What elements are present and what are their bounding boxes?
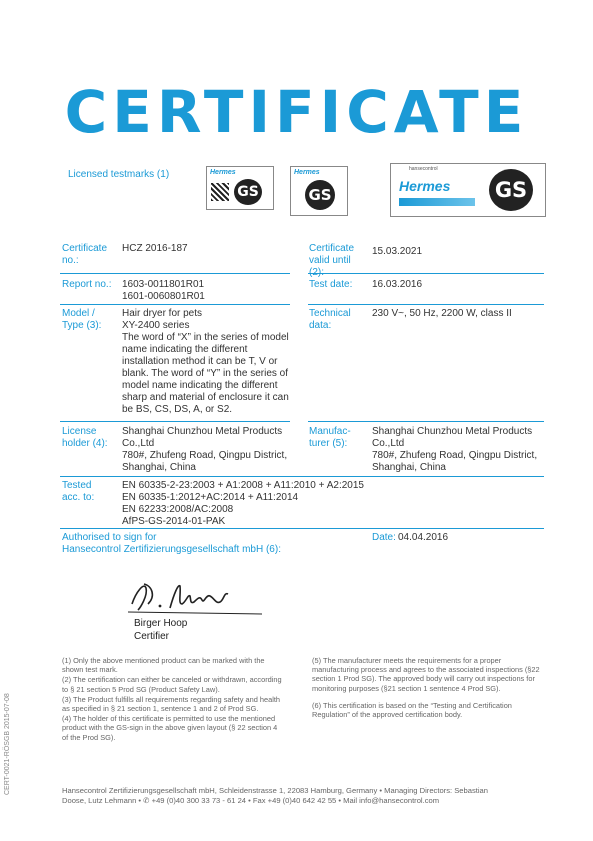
manufacturer-line: Shanghai Chunzhou Metal Products (372, 426, 533, 437)
gs-logo-icon: GS (489, 169, 533, 211)
gs-mark-medium (290, 166, 348, 216)
tested-label: Tested acc. to: (62, 480, 95, 503)
model-line: name indicating the different (122, 344, 248, 355)
note-item: (2) The certification can either be canceled or withdrawn, according to § 21 section 5 Prod SG (Product Safety Law). (62, 675, 282, 694)
qr-code-icon (211, 183, 229, 201)
model-line: The word of “X” in the series of model (122, 332, 289, 343)
divider (60, 476, 544, 477)
model-line: Hair dryer for pets (122, 308, 203, 319)
model-label: Model / Type (3): (62, 308, 102, 331)
test-date-label: Test date: (309, 279, 353, 290)
footer (62, 786, 552, 806)
gs-logo-icon: GS (234, 179, 262, 205)
footer-line: Doose, Lutz Lehmann • ✆ +49 (0)40 300 33 73 - 61 24 • Fax +49 (0)40 642 42 55 • Mail info@hansecontrol.com (62, 796, 440, 805)
cert-no-label: Certificate no.: (62, 243, 108, 266)
model-line: sharp and material of enclosure it can (122, 392, 289, 403)
gs-mark-small (206, 166, 274, 210)
date-label: Date: (372, 532, 396, 543)
technical-data-label: Technical data: (309, 308, 351, 331)
signer-role: Certifier (134, 631, 170, 642)
license-holder-label: License holder (4): (62, 426, 108, 449)
holder-line: Shanghai Chunzhou Metal Products (122, 426, 283, 437)
footer-line: Hansecontrol Zertifizierungsgesellschaft mbH, Schleidenstrasse 1, 22083 Hamburg, Germany • Managing Directors: Sebastian (62, 786, 489, 795)
holder-line: 780#, Zhufeng Road, Qingpu District, (122, 450, 288, 461)
model-description (122, 308, 302, 416)
standard-line: EN 62233:2008/AC:2008 (122, 504, 234, 515)
hermes-logo: Hermes (210, 169, 236, 176)
valid-until-label: Certificate valid until (309, 243, 355, 266)
hermes-logo: Hermes (399, 178, 451, 194)
date-value: 04.04.2016 (398, 532, 449, 543)
signature (124, 574, 264, 620)
note-item: (3) The Product fulfills all requirements regarding safety and health as specified in § 21 section 1, sentence 1 and 2 of Prod SG. (62, 694, 281, 714)
report-no-value: 1601-0060801R01 (122, 291, 205, 302)
manufacturer-line: Co.,Ltd (372, 438, 405, 449)
note-item: (6) This certification is based on the “Testing and Certification Regulation” of the approved certification body. (312, 700, 512, 720)
gs-logo-icon: GS (305, 180, 335, 210)
note-item: (4) The holder of this certificate is permitted to use the mentioned product with the GS-sign in the above given layout (§ 22 section 4 of the Prod SG). (62, 714, 278, 742)
divider (308, 304, 544, 305)
testmarks-label: Licensed testmarks (1) (68, 169, 170, 180)
model-line: installation method it can be T, V or (122, 356, 278, 367)
divider (60, 273, 290, 274)
gs-mark-large (390, 163, 546, 217)
model-line: be BS, CS, DS, A, or S2. (122, 404, 233, 415)
manufacturer-line: Shanghai, China (372, 462, 446, 473)
manufacturer-label: Manufac- turer (5): (309, 426, 351, 449)
model-line: XY-2400 series (122, 320, 190, 331)
technical-data-value: 230 V~, 50 Hz, 2200 W, class II (372, 308, 512, 319)
notes-left (62, 656, 284, 742)
manufacturer-line: 780#, Zhufeng Road, Qingpu District, (372, 450, 538, 461)
manufacturer-value (372, 426, 552, 474)
notes-right (312, 656, 544, 719)
model-line: blank. The word of “Y” in the series of (122, 368, 289, 379)
standard-line: EN 60335-1:2012+AC:2014 + A11:2014 (122, 492, 299, 503)
hermes-logo: Hermes (294, 169, 320, 176)
divider (308, 421, 544, 422)
standard-line: EN 60335-2-23:2003 + A1:2008 + A11:2010 + A2:2015 (122, 480, 364, 491)
divider (60, 421, 290, 422)
signer-name: Birger Hoop (134, 618, 188, 629)
standard-line: AfPS-GS-2014-01-PAK (122, 516, 226, 527)
divider (60, 304, 290, 305)
divider (60, 528, 544, 529)
note-item: (5) The manufacturer meets the requirements for a proper manufacturing process and agrees to the associated inspections (§22 section 1 Prod SG). The approved body will carry out inspections for monitoring purposes (§21 section 1 sentence 4 Prod SG). (312, 656, 540, 693)
divider (308, 273, 544, 274)
report-no-value: 1603-0011801R01 (122, 279, 205, 290)
cert-no-value: HCZ 2016-187 (122, 243, 188, 254)
holder-line: Co.,Ltd (122, 438, 155, 449)
test-date-value: 16.03.2016 (372, 279, 423, 290)
certificate-title: CERTIFICATE (64, 78, 529, 146)
license-holder-value (122, 426, 302, 474)
report-no-label: Report no.: (62, 279, 112, 290)
authorised-line-1: Authorised to sign for (62, 532, 157, 543)
note-item: (1) Only the above mentioned product can be marked with the shown test mark. (62, 656, 265, 675)
hansecontrol-label: hansecontrol (409, 166, 438, 172)
document-code: CERT-0021-RÖSGB 2015-07-08 (4, 693, 11, 795)
brand-stripe (399, 198, 475, 206)
tested-standards (122, 480, 382, 528)
holder-line: Shanghai, China (122, 462, 196, 473)
authorised-line-2: Hansecontrol Zertifizierungsgesellschaft mbH (6): (62, 544, 281, 555)
model-line: model name indicating the different (122, 380, 278, 391)
valid-until-value: 15.03.2021 (372, 246, 423, 257)
